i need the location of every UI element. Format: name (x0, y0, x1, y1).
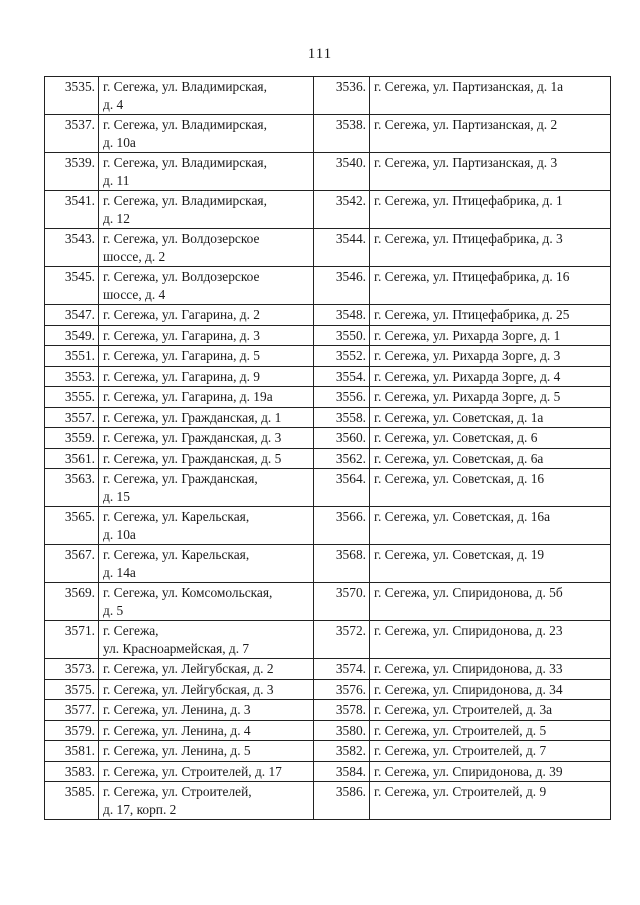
left-entry-number: 3573. (45, 659, 99, 680)
right-entry-number: 3576. (314, 679, 370, 700)
right-entry-address: г. Сегежа, ул. Птицефабрика, д. 25 (370, 305, 611, 326)
left-entry-number: 3535. (45, 77, 99, 115)
left-entry-number: 3561. (45, 448, 99, 469)
right-entry-address: г. Сегежа, ул. Партизанская, д. 3 (370, 153, 611, 191)
left-entry-address: г. Сегежа, ул. Владимирская, д. 10а (99, 115, 314, 153)
left-entry-address: г. Сегежа, ул. Владимирская, д. 12 (99, 191, 314, 229)
left-entry-number: 3575. (45, 679, 99, 700)
right-entry-number: 3560. (314, 428, 370, 449)
left-entry-address: г. Сегежа, ул. Волдозерское шоссе, д. 2 (99, 229, 314, 267)
right-entry-address: г. Сегежа, ул. Партизанская, д. 1а (370, 77, 611, 115)
table-row (45, 679, 611, 700)
right-entry-address: г. Сегежа, ул. Спиридонова, д. 33 (370, 659, 611, 680)
left-entry-number: 3545. (45, 267, 99, 305)
left-entry-address: г. Сегежа, ул. Строителей, д. 17 (99, 761, 314, 782)
left-entry-number: 3553. (45, 366, 99, 387)
right-entry-address: г. Сегежа, ул. Рихарда Зорге, д. 5 (370, 387, 611, 408)
right-entry-address: г. Сегежа, ул. Советская, д. 1а (370, 407, 611, 428)
table-row (45, 761, 611, 782)
right-entry-address: г. Сегежа, ул. Спиридонова, д. 39 (370, 761, 611, 782)
right-entry-number: 3546. (314, 267, 370, 305)
right-entry-number: 3566. (314, 507, 370, 545)
left-entry-address: г. Сегежа, ул. Карельская, д. 10а (99, 507, 314, 545)
right-entry-number: 3580. (314, 720, 370, 741)
table-row (45, 229, 611, 267)
left-entry-address: г. Сегежа, ул. Гагарина, д. 2 (99, 305, 314, 326)
table-row (45, 325, 611, 346)
left-entry-address: г. Сегежа, ул. Лейгубская, д. 2 (99, 659, 314, 680)
right-entry-address: г. Сегежа, ул. Спиридонова, д. 5б (370, 583, 611, 621)
left-entry-address: г. Сегежа, ул. Комсомольская, д. 5 (99, 583, 314, 621)
right-entry-number: 3570. (314, 583, 370, 621)
left-entry-address: г. Сегежа, ул. Волдозерское шоссе, д. 4 (99, 267, 314, 305)
left-entry-number: 3551. (45, 346, 99, 367)
table-row (45, 782, 611, 820)
left-entry-number: 3555. (45, 387, 99, 408)
table-row (45, 469, 611, 507)
table-row (45, 700, 611, 721)
table-row (45, 583, 611, 621)
left-entry-number: 3537. (45, 115, 99, 153)
right-entry-address: г. Сегежа, ул. Партизанская, д. 2 (370, 115, 611, 153)
left-entry-address: г. Сегежа, ул. Владимирская, д. 4 (99, 77, 314, 115)
table-row (45, 659, 611, 680)
right-entry-number: 3536. (314, 77, 370, 115)
right-entry-number: 3554. (314, 366, 370, 387)
right-entry-number: 3540. (314, 153, 370, 191)
left-entry-number: 3559. (45, 428, 99, 449)
table-row (45, 407, 611, 428)
table-row (45, 366, 611, 387)
page-number: 111 (307, 46, 333, 62)
table-row (45, 448, 611, 469)
table-row (45, 741, 611, 762)
left-entry-address: г. Сегежа, ул. Гагарина, д. 3 (99, 325, 314, 346)
table-row (45, 77, 611, 115)
right-entry-number: 3548. (314, 305, 370, 326)
left-entry-number: 3565. (45, 507, 99, 545)
right-entry-number: 3574. (314, 659, 370, 680)
left-entry-number: 3557. (45, 407, 99, 428)
table-row (45, 267, 611, 305)
left-entry-number: 3571. (45, 621, 99, 659)
table-row (45, 153, 611, 191)
right-entry-number: 3544. (314, 229, 370, 267)
table-row (45, 621, 611, 659)
left-entry-number: 3583. (45, 761, 99, 782)
right-entry-address: г. Сегежа, ул. Советская, д. 6 (370, 428, 611, 449)
left-entry-address: г. Сегежа, ул. Ленина, д. 3 (99, 700, 314, 721)
left-entry-address: г. Сегежа, ул. Гагарина, д. 9 (99, 366, 314, 387)
address-table-body (45, 77, 611, 820)
left-entry-address: г. Сегежа, ул. Строителей, д. 17, корп. 2 (99, 782, 314, 820)
right-entry-address: г. Сегежа, ул. Советская, д. 19 (370, 545, 611, 583)
right-entry-number: 3552. (314, 346, 370, 367)
left-entry-number: 3563. (45, 469, 99, 507)
right-entry-address: г. Сегежа, ул. Спиридонова, д. 23 (370, 621, 611, 659)
left-entry-address: г. Сегежа, ул. Ленина, д. 4 (99, 720, 314, 741)
table-row (45, 305, 611, 326)
left-entry-number: 3567. (45, 545, 99, 583)
right-entry-number: 3550. (314, 325, 370, 346)
left-entry-number: 3539. (45, 153, 99, 191)
right-entry-address: г. Сегежа, ул. Советская, д. 6а (370, 448, 611, 469)
right-entry-address: г. Сегежа, ул. Птицефабрика, д. 16 (370, 267, 611, 305)
right-entry-number: 3584. (314, 761, 370, 782)
table-row (45, 387, 611, 408)
left-entry-address: г. Сегежа, ул. Красноармейская, д. 7 (99, 621, 314, 659)
right-entry-number: 3562. (314, 448, 370, 469)
left-entry-number: 3541. (45, 191, 99, 229)
right-entry-number: 3578. (314, 700, 370, 721)
left-entry-number: 3547. (45, 305, 99, 326)
left-entry-number: 3569. (45, 583, 99, 621)
left-entry-address: г. Сегежа, ул. Гражданская, д. 1 (99, 407, 314, 428)
left-entry-address: г. Сегежа, ул. Владимирская, д. 11 (99, 153, 314, 191)
right-entry-address: г. Сегежа, ул. Рихарда Зорге, д. 3 (370, 346, 611, 367)
right-entry-address: г. Сегежа, ул. Спиридонова, д. 34 (370, 679, 611, 700)
right-entry-address: г. Сегежа, ул. Рихарда Зорге, д. 1 (370, 325, 611, 346)
right-entry-address: г. Сегежа, ул. Птицефабрика, д. 3 (370, 229, 611, 267)
left-entry-address: г. Сегежа, ул. Гражданская, д. 3 (99, 428, 314, 449)
left-entry-address: г. Сегежа, ул. Лейгубская, д. 3 (99, 679, 314, 700)
left-entry-number: 3579. (45, 720, 99, 741)
left-entry-number: 3577. (45, 700, 99, 721)
left-entry-address: г. Сегежа, ул. Карельская, д. 14а (99, 545, 314, 583)
table-row (45, 191, 611, 229)
table-row (45, 428, 611, 449)
right-entry-address: г. Сегежа, ул. Птицефабрика, д. 1 (370, 191, 611, 229)
right-entry-number: 3556. (314, 387, 370, 408)
table-row (45, 507, 611, 545)
right-entry-number: 3568. (314, 545, 370, 583)
right-entry-address: г. Сегежа, ул. Рихарда Зорге, д. 4 (370, 366, 611, 387)
left-entry-number: 3543. (45, 229, 99, 267)
right-entry-address: г. Сегежа, ул. Строителей, д. 7 (370, 741, 611, 762)
right-entry-number: 3586. (314, 782, 370, 820)
right-entry-number: 3558. (314, 407, 370, 428)
right-entry-address: г. Сегежа, ул. Советская, д. 16а (370, 507, 611, 545)
table-row (45, 346, 611, 367)
left-entry-number: 3581. (45, 741, 99, 762)
left-entry-address: г. Сегежа, ул. Гражданская, д. 15 (99, 469, 314, 507)
right-entry-number: 3538. (314, 115, 370, 153)
table-row (45, 115, 611, 153)
right-entry-address: г. Сегежа, ул. Строителей, д. 3а (370, 700, 611, 721)
right-entry-number: 3582. (314, 741, 370, 762)
table-row (45, 720, 611, 741)
address-table (44, 76, 611, 820)
left-entry-address: г. Сегежа, ул. Гагарина, д. 19а (99, 387, 314, 408)
right-entry-address: г. Сегежа, ул. Строителей, д. 9 (370, 782, 611, 820)
right-entry-address: г. Сегежа, ул. Советская, д. 16 (370, 469, 611, 507)
right-entry-number: 3564. (314, 469, 370, 507)
left-entry-address: г. Сегежа, ул. Ленина, д. 5 (99, 741, 314, 762)
left-entry-address: г. Сегежа, ул. Гагарина, д. 5 (99, 346, 314, 367)
left-entry-number: 3549. (45, 325, 99, 346)
right-entry-address: г. Сегежа, ул. Строителей, д. 5 (370, 720, 611, 741)
right-entry-number: 3572. (314, 621, 370, 659)
left-entry-number: 3585. (45, 782, 99, 820)
left-entry-address: г. Сегежа, ул. Гражданская, д. 5 (99, 448, 314, 469)
table-row (45, 545, 611, 583)
right-entry-number: 3542. (314, 191, 370, 229)
